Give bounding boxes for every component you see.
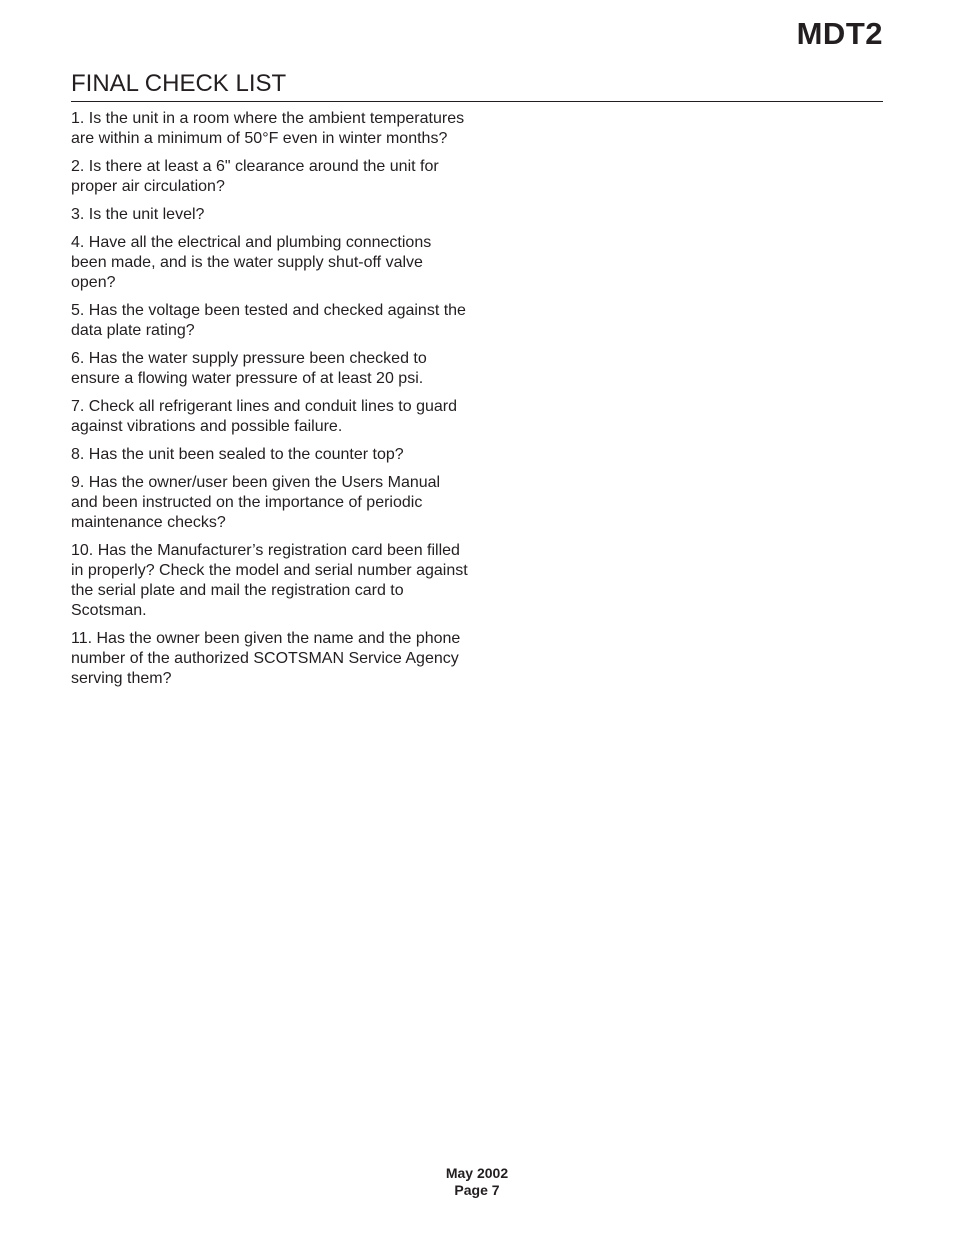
section-title: FINAL CHECK LIST bbox=[71, 70, 287, 97]
checklist-item: 7. Check all refrigerant lines and conduit lines to guard against vibrations and possible failure. bbox=[71, 398, 457, 435]
checklist-item: 10. Has the Manufacturer’s registration card been filled in properly? Check the model and serial number against the serial plate and mail the registration card to Scotsman. bbox=[71, 542, 468, 619]
page-footer bbox=[0, 1165, 954, 1199]
checklist-item: 2. Is there at least a 6" clearance around the unit for proper air circulation? bbox=[71, 158, 439, 195]
final-check-list bbox=[71, 109, 471, 697]
checklist-item: 11. Has the owner been given the name and the phone number of the authorized SCOTSMAN Service Agency serving them? bbox=[71, 630, 461, 687]
checklist-item: 8. Has the unit been sealed to the counter top? bbox=[71, 446, 404, 463]
model-code: MDT2 bbox=[796, 16, 883, 51]
section-divider bbox=[71, 101, 883, 102]
checklist-item: 3. Is the unit level? bbox=[71, 206, 205, 223]
checklist-item: 1. Is the unit in a room where the ambient temperatures are within a minimum of 50°F even in winter months? bbox=[71, 110, 465, 147]
checklist-item: 6. Has the water supply pressure been checked to ensure a flowing water pressure of at least 20 psi. bbox=[71, 350, 427, 387]
footer-page-number: Page 7 bbox=[454, 1182, 500, 1198]
footer-date: May 2002 bbox=[445, 1165, 509, 1181]
checklist-item: 5. Has the voltage been tested and checked against the data plate rating? bbox=[71, 302, 466, 339]
checklist-item: 4. Have all the electrical and plumbing connections been made, and is the water supply shut-off valve open? bbox=[71, 234, 432, 291]
checklist-item: 9. Has the owner/user been given the Users Manual and been instructed on the importance of periodic maintenance checks? bbox=[71, 474, 441, 531]
